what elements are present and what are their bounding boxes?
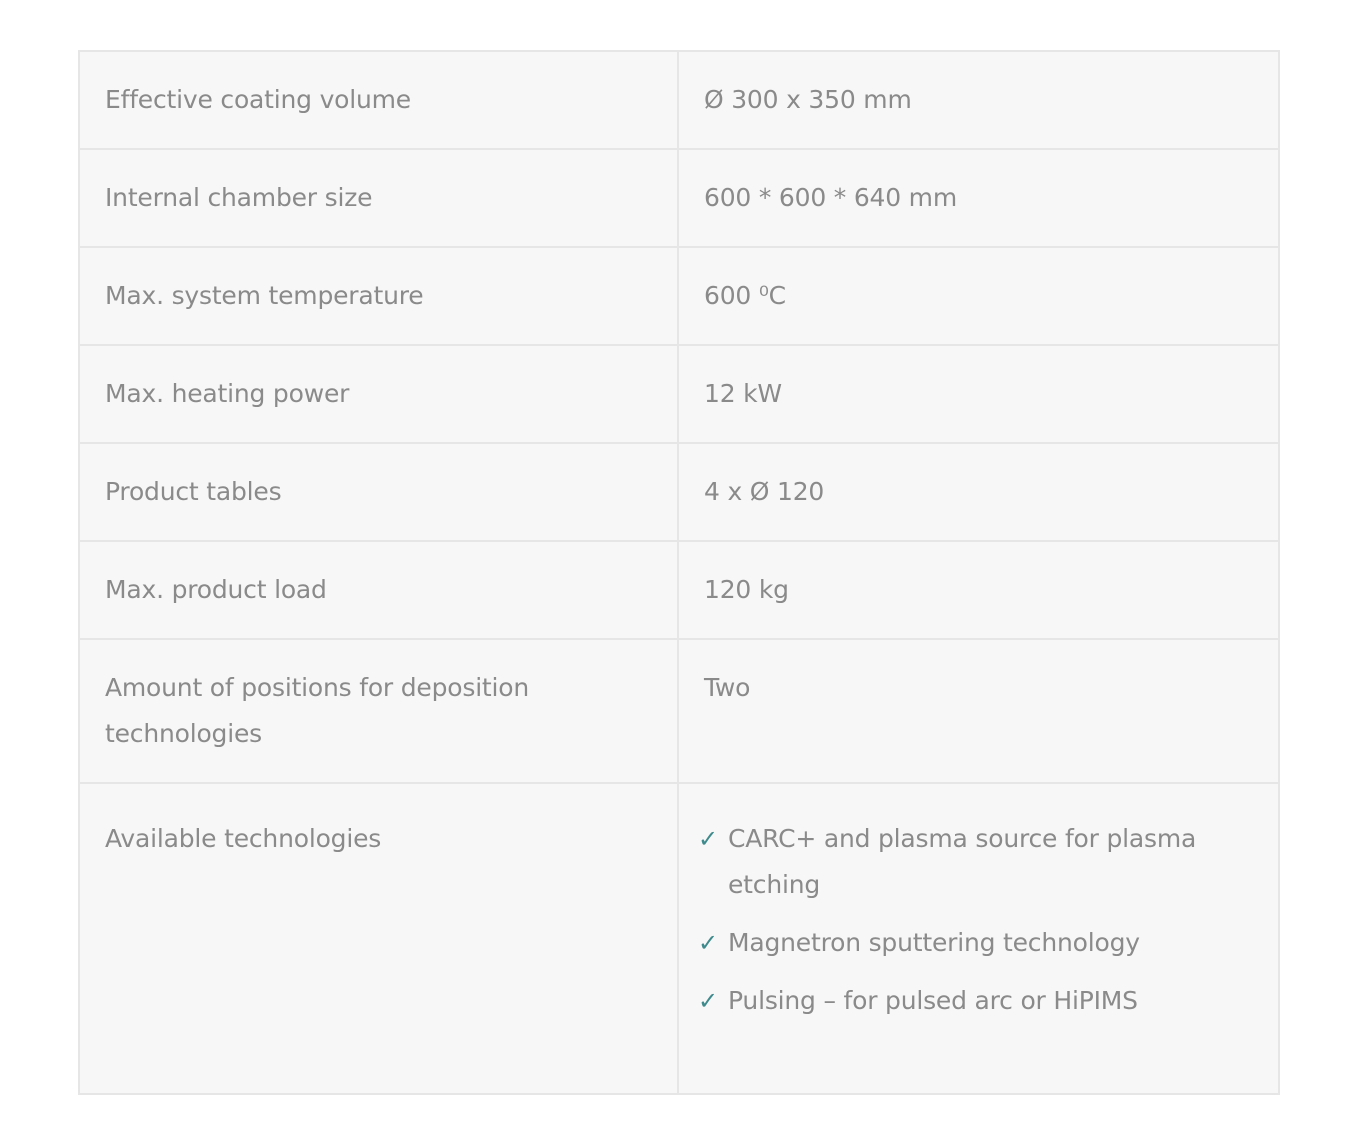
spec-label: Effective coating volume — [79, 51, 678, 149]
spec-value: 120 kg — [678, 541, 1279, 639]
spec-value: 12 kW — [678, 345, 1279, 443]
check-icon: ✓ — [698, 987, 718, 1015]
spec-row — [79, 247, 1279, 345]
spec-row — [79, 149, 1279, 247]
technology-list-cell — [678, 783, 1279, 1094]
spec-row — [79, 345, 1279, 443]
technology-item — [698, 978, 1254, 1024]
technology-item-text: Pulsing – for pulsed arc or HiPIMS — [728, 986, 1138, 1015]
check-icon: ✓ — [698, 825, 718, 853]
technology-item — [698, 816, 1254, 908]
technology-item-text: CARC+ and plasma source for plasma etching — [728, 824, 1197, 899]
spec-value: 4 x Ø 120 — [678, 443, 1279, 541]
spec-label: Max. system temperature — [79, 247, 678, 345]
spec-label: Internal chamber size — [79, 149, 678, 247]
spec-label: Amount of positions for deposition technologies — [79, 639, 678, 783]
spec-value: 600 ⁰C — [678, 247, 1279, 345]
spec-row — [79, 639, 1279, 783]
spec-value: Two — [678, 639, 1279, 783]
spec-row — [79, 51, 1279, 149]
spec-label: Product tables — [79, 443, 678, 541]
spec-row — [79, 541, 1279, 639]
technology-list — [698, 816, 1254, 1024]
spec-label: Available technologies — [79, 783, 678, 1094]
spec-value: 600 * 600 * 640 mm — [678, 149, 1279, 247]
technology-item-text: Magnetron sputtering technology — [728, 928, 1140, 957]
check-icon: ✓ — [698, 929, 718, 957]
spec-row — [79, 443, 1279, 541]
spec-value: Ø 300 x 350 mm — [678, 51, 1279, 149]
spec-row-technologies — [79, 783, 1279, 1094]
technology-item — [698, 920, 1254, 966]
spec-label: Max. product load — [79, 541, 678, 639]
spec-table — [78, 50, 1280, 1095]
spec-label: Max. heating power — [79, 345, 678, 443]
